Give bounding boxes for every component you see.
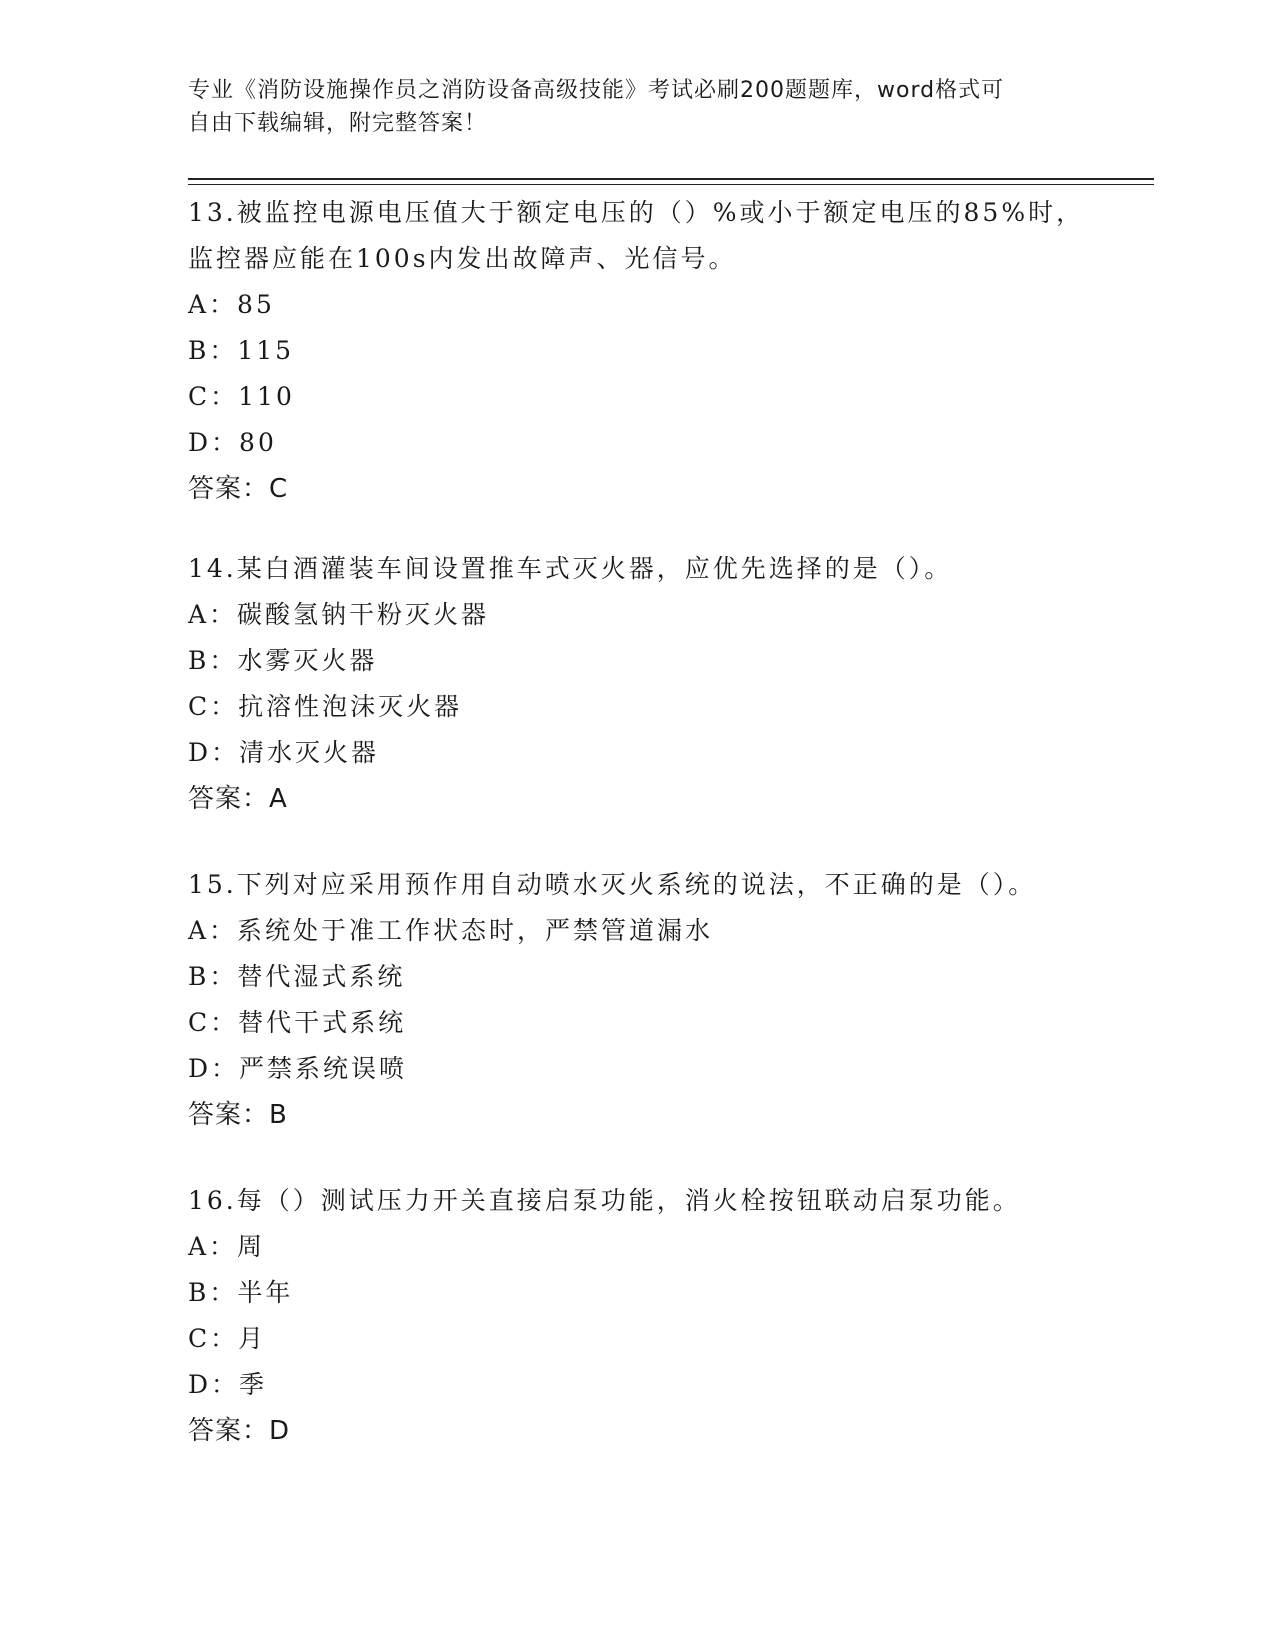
answer: 答案：C: [188, 474, 289, 504]
option-a: A：周: [188, 1232, 266, 1261]
option-b: B：115: [188, 336, 295, 365]
option-b: B：半年: [188, 1278, 294, 1307]
answer: 答案：B: [188, 1100, 288, 1130]
option-a: A：系统处于准工作状态时，严禁管道漏水: [188, 916, 714, 945]
answer: 答案：D: [188, 1416, 291, 1446]
option-d: D：80: [188, 428, 277, 457]
header-divider-thick: [188, 178, 1154, 180]
question-stem: 16.每（）测试压力开关直接启泵功能，消火栓按钮联动启泵功能。: [188, 1186, 1021, 1215]
question-stem: 14.某白酒灌装车间设置推车式灭火器，应优先选择的是（）。: [188, 554, 953, 583]
option-b: B：水雾灭火器: [188, 646, 378, 675]
question-stem: 13.被监控电源电压值大于额定电压的（）%或小于额定电压的85%时，: [188, 198, 1085, 227]
header-divider-thin: [188, 184, 1154, 185]
option-d: D：季: [188, 1370, 268, 1399]
option-a: A：碳酸氢钠干粉灭火器: [188, 600, 490, 629]
header-line-1: 专业《消防设施操作员之消防设备高级技能》考试必刷200题题库，word格式可: [188, 78, 1005, 103]
option-b: B：替代湿式系统: [188, 962, 406, 991]
option-a: A：85: [188, 290, 275, 319]
answer: 答案：A: [188, 784, 288, 814]
option-c: C：抗溶性泡沫灭火器: [188, 692, 463, 721]
option-d: D：清水灭火器: [188, 738, 380, 767]
document-header: [188, 74, 1068, 140]
option-c: C：110: [188, 382, 295, 411]
question-14: [188, 546, 1088, 822]
option-c: C：替代干式系统: [188, 1008, 407, 1037]
header-line-2: 自由下载编辑，附完整答案！: [188, 111, 488, 136]
question-16: [188, 1178, 1088, 1454]
option-d: D：严禁系统误喷: [188, 1054, 408, 1083]
question-15: [188, 862, 1088, 1138]
question-stem: 15.下列对应采用预作用自动喷水灭火系统的说法，不正确的是（）。: [188, 870, 1037, 899]
question-13: [188, 190, 1088, 512]
option-c: C：月: [188, 1324, 267, 1353]
question-stem-continued: 监控器应能在100s内发出故障声、光信号。: [188, 244, 737, 273]
